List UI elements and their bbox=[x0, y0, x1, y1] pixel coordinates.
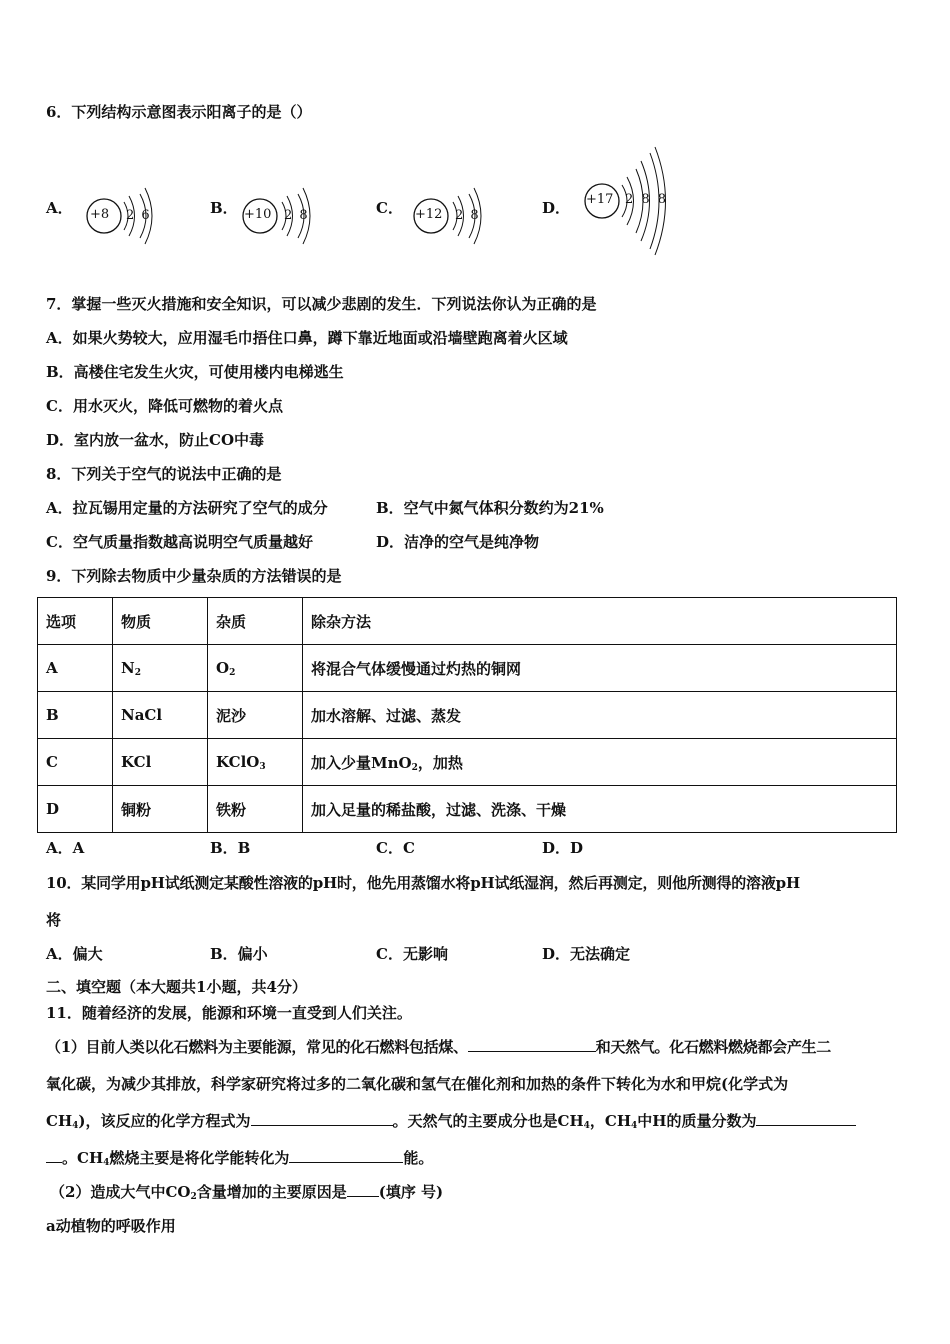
cell-substance: 铜粉 bbox=[113, 786, 208, 833]
q11-option-a: a动植物的呼吸作用 bbox=[46, 1217, 176, 1235]
nucleus-label-a: +8 bbox=[90, 207, 110, 222]
q10-option-c: C．无影响 bbox=[376, 945, 448, 963]
q8-option-a: A．拉瓦锡用定量的方法研究了空气的成分 bbox=[46, 499, 328, 517]
q8-option-c: C．空气质量指数越高说明空气质量越好 bbox=[46, 533, 313, 551]
q6-stem: 6．下列结构示意图表示阳离子的是（） bbox=[46, 103, 312, 121]
header-impurity: 杂质 bbox=[208, 598, 303, 645]
q11-para1-line3: $CH_4$)，该反应的化学方程式为 。天然气的主要成分也是$CH_4$，$CH_4$中H的质量分数为 bbox=[46, 1111, 856, 1136]
q8-stem: 8．下列关于空气的说法中正确的是 bbox=[46, 465, 282, 483]
cell-impurity: 泥沙 bbox=[208, 692, 303, 739]
shells-label-b: 2 8 bbox=[284, 208, 308, 223]
q7-stem: 7．掌握一些灭火措施和安全知识，可以减少悲剧的发生．下列说法你认为正确的是 bbox=[46, 295, 597, 313]
shells-label-c: 2 8 bbox=[455, 208, 479, 223]
nucleus-label-d: +17 bbox=[586, 192, 614, 207]
answer-blank[interactable] bbox=[347, 1182, 379, 1197]
q6-option-c-letter: C． bbox=[376, 199, 403, 217]
cell-option: A bbox=[38, 645, 113, 692]
cell-option: C bbox=[38, 739, 113, 786]
q8-option-d: D．洁净的空气是纯净物 bbox=[376, 533, 540, 551]
q11-para1-line2: 氧化碳，为减少其排放，科学家研究将过多的二氧化碳和氢气在催化剂和加热的条件下转化为水和甲烷(化学式为 bbox=[46, 1075, 789, 1093]
cell-impurity: KClO$_3$ bbox=[208, 739, 303, 786]
q9-answer-b: B．B bbox=[210, 839, 251, 857]
atom-diagram-c bbox=[413, 176, 493, 260]
q10-option-a: A．偏大 bbox=[46, 945, 103, 963]
q7-option-b: B．高楼住宅发生火灾，可使用楼内电梯逃生 bbox=[46, 363, 344, 381]
q9-answer-d: D．D bbox=[542, 839, 584, 857]
atom-diagram-b bbox=[242, 176, 322, 260]
table-header-row bbox=[38, 598, 897, 645]
cell-impurity: 铁粉 bbox=[208, 786, 303, 833]
q8-option-b: B．空气中氮气体积分数约为21% bbox=[376, 499, 604, 517]
cell-impurity: $O_2$ bbox=[208, 645, 303, 692]
cell-method: 将混合气体缓慢通过灼热的铜网 bbox=[303, 645, 897, 692]
table-row bbox=[38, 645, 897, 692]
cell-option: D bbox=[38, 786, 113, 833]
cell-method: 加水溶解、过滤、蒸发 bbox=[303, 692, 897, 739]
header-substance: 物质 bbox=[113, 598, 208, 645]
cell-substance: NaCl bbox=[113, 692, 208, 739]
nucleus-label-b: +10 bbox=[244, 207, 272, 222]
q10-stem-line1: 10．某同学用pH试纸测定某酸性溶液的pH时，他先用蒸馏水将pH试纸湿润，然后再测定，则他所测得的溶液pH bbox=[46, 874, 800, 892]
q10-option-b: B．偏小 bbox=[210, 945, 268, 963]
atom-diagram-d bbox=[584, 145, 674, 259]
q6-option-b-letter: B． bbox=[210, 199, 238, 217]
q10-option-d: D．无法确定 bbox=[542, 945, 631, 963]
q7-option-a: A．如果火势较大，应用湿毛巾捂住口鼻，蹲下靠近地面或沿墙壁跑离着火区域 bbox=[46, 329, 568, 347]
cell-method: 加入少量MnO$_2$，加热 bbox=[303, 739, 897, 786]
cell-substance: $N_2$ bbox=[113, 645, 208, 692]
header-option: 选项 bbox=[38, 598, 113, 645]
cell-substance: KCl bbox=[113, 739, 208, 786]
cell-method: 加入足量的稀盐酸，过滤、洗涤、干燥 bbox=[303, 786, 897, 833]
table-row bbox=[38, 786, 897, 833]
q10-stem-line2: 将 bbox=[46, 911, 62, 929]
shells-label-d: 2 8 8 bbox=[625, 192, 667, 207]
q11-para1-line1: （1）目前人类以化石燃料为主要能源，常见的化石燃料包括煤、 和天然气。化石燃料燃烧都会产生二 bbox=[46, 1038, 831, 1056]
shells-label-a: 2 6 bbox=[126, 208, 150, 223]
q6-option-d-letter: D． bbox=[542, 199, 571, 217]
section-heading: 二、填空题（本大题共1小题，共4分） bbox=[46, 978, 307, 996]
q7-option-d: D．室内放一盆水，防止CO中毒 bbox=[46, 431, 265, 449]
q11-stem: 11．随着经济的发展，能源和环境一直受到人们关注。 bbox=[46, 1004, 412, 1022]
answer-blank-continued[interactable] bbox=[46, 1148, 62, 1163]
atom-diagram-a bbox=[84, 176, 164, 260]
answer-blank[interactable] bbox=[468, 1037, 596, 1052]
nucleus-label-c: +12 bbox=[415, 207, 443, 222]
answer-blank[interactable] bbox=[251, 1111, 393, 1126]
q9-answer-c: C．C bbox=[376, 839, 415, 857]
q9-answer-a: A．A bbox=[46, 839, 85, 857]
q7-option-c: C．用水灭火，降低可燃物的着火点 bbox=[46, 397, 283, 415]
cell-option: B bbox=[38, 692, 113, 739]
q9-stem: 9．下列除去物质中少量杂质的方法错误的是 bbox=[46, 567, 342, 585]
table-row bbox=[38, 692, 897, 739]
header-method: 除杂方法 bbox=[303, 598, 897, 645]
table-row bbox=[38, 739, 897, 786]
q11-para1-line4: 。$CH_4$燃烧主要是将化学能转化为 能。 bbox=[46, 1148, 433, 1173]
q9-table bbox=[37, 597, 897, 833]
q6-option-a-letter: A． bbox=[46, 199, 73, 217]
answer-blank[interactable] bbox=[756, 1111, 856, 1126]
answer-blank[interactable] bbox=[289, 1148, 403, 1163]
q11-para2: （2）造成大气中$CO_2$含量增加的主要原因是 (填序 号) bbox=[50, 1183, 444, 1202]
